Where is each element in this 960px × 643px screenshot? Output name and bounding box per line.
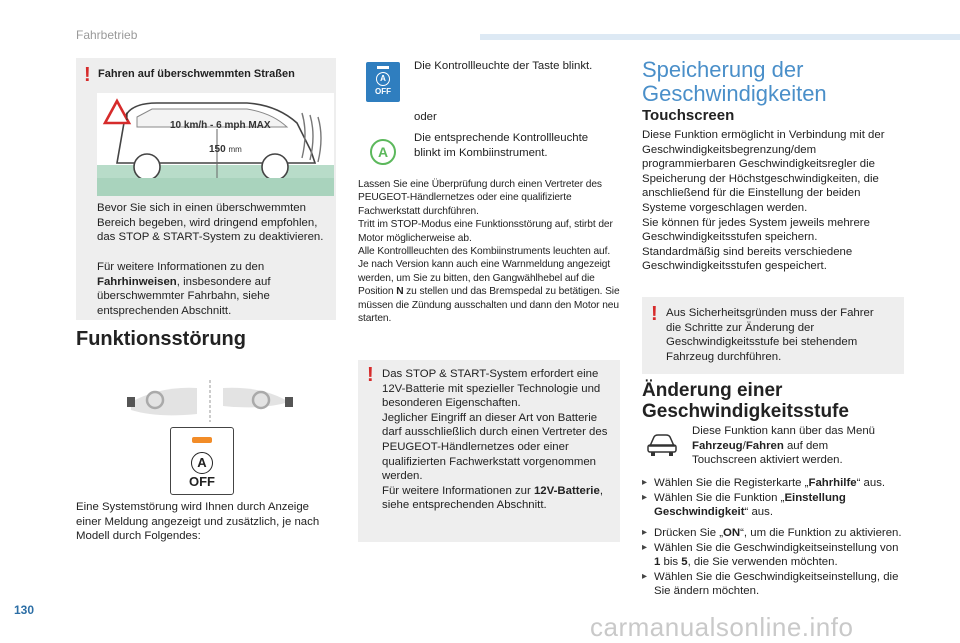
step-b2-bold2: 5 [681, 556, 688, 569]
auto-a-icon: A [376, 72, 390, 86]
flood-text-2-bold: Fahrhinweisen [97, 275, 177, 288]
step-a2-bold: Einstellung Geschwindigkeit [654, 491, 846, 519]
step-a1-pre: Wählen Sie die Registerkarte „ [654, 477, 809, 489]
warning-icon: ! [367, 364, 374, 386]
arrow-bullet-icon: ▸ [642, 477, 648, 488]
step-b2-mid: bis [660, 556, 682, 569]
list-item [642, 541, 904, 570]
step-a1-post: “ aus. [856, 477, 886, 489]
flood-warning-title: Fahren auf überschwemmten Straßen [98, 68, 295, 80]
battery-text-3 [382, 484, 616, 513]
battery-text-3-pre: Für weitere Informationen zur [382, 484, 534, 497]
arrow-bullet-icon: ▸ [642, 541, 648, 553]
lamp-text: Die entsprechende Kontrollleuchte blinkt im Kombiinstrument. [414, 132, 589, 159]
battery-text-1: Das STOP & START-System erfordert eine 12V-Batterie mit spezieller Technologie und besonderen Eigenschaften. [382, 368, 601, 410]
list-item [642, 526, 904, 541]
check-text-3-post: zu stellen und das Bremspedal zu betätigen. Sie müssen die Zündung ausschalten und dann den Motor neu starten. [358, 286, 620, 325]
step-b2-bold: 1 [654, 556, 661, 569]
memory-heading-line2: Geschwindigkeiten [642, 81, 827, 106]
safety-text: Aus Sicherheitsgründen muss der Fahrer die Schritte zur Änderung der Geschwindigkeitsstufe bei stehendem Fahrzeug durchführen. [666, 307, 874, 363]
speed-limit-label: 10 km/h - 6 mph MAX [170, 120, 271, 131]
memory-intro [642, 128, 904, 274]
step-a1-bold: Fahrhilfe [808, 477, 857, 489]
step-b1-pre: Drücken Sie „ [654, 527, 724, 539]
svg-text:!: ! [125, 111, 129, 123]
steps-b [642, 526, 904, 599]
warning-icon: ! [651, 303, 658, 325]
memory-intro-3: Standardmäßig sind bereits verschiedene Geschwindigkeitsstufen gespeichert. [642, 245, 853, 273]
steps-a [642, 476, 904, 520]
check-text-3-bold: N [396, 286, 404, 298]
touchscreen-subheading: Touchscreen [642, 107, 735, 124]
check-text-3 [358, 245, 622, 325]
or-text: oder [414, 111, 437, 123]
water-depth-unit: mm [228, 145, 242, 154]
water-depth-label [209, 144, 242, 155]
list-item [642, 476, 904, 491]
flood-text-1: Bevor Sie sich in einen überschwemmten Bereich begeben, wird dringend empfohlen, das STOP & START-System zu deaktivieren. [97, 202, 324, 244]
change-heading-line2: Geschwindigkeitsstufe [642, 401, 849, 422]
battery-text [382, 367, 616, 513]
check-text-3-pre: Alle Kontrollleuchten des Kombiinstruments leuchten auf. Je nach Version kann auch eine Warnmeldung angezeigt werden, um Sie zu bitten, den Gangwählhebel auf die Position [358, 246, 611, 298]
step-b2-post: , die Sie verwenden möchten. [687, 556, 838, 569]
button-indicator-lamp [377, 66, 389, 69]
off-button-small [366, 62, 400, 102]
step-b3-pre: Wählen Sie die Geschwindigkeitseinstellung, die Sie ändern möchten. [654, 570, 899, 598]
flood-text-2-pre: Für weitere Informationen zu den [97, 261, 265, 273]
warning-icon: ! [84, 64, 91, 86]
watermark: carmanualsonline.info [590, 612, 854, 642]
arrow-bullet-icon: ▸ [642, 570, 648, 582]
battery-text-2: Jeglicher Eingriff an dieser Art von Batterie darf ausschließlich durch einen Vertreter des PEUGEOT-Händlernetzes oder einer qualifizierten Fachwerkstatt vorgenommen werden. [382, 411, 608, 483]
memory-heading [642, 58, 827, 106]
memory-intro-1: Diese Funktion ermöglicht in Verbindung mit der Geschwindigkeitsbegrenzung/dem programmierbaren Geschwindigkeitsregler die Speicherung der Höchstgeschwindigkeiten, die anschließend für die Einstellung der beiden Systeme vorgeschlagen werden. [642, 129, 885, 214]
arrow-bullet-icon: ▸ [642, 527, 648, 538]
check-text-2: Tritt im STOP-Modus eine Funktionsstörung auf, stirbt der Motor möglicherweise ab. [358, 219, 613, 244]
menu-text [692, 424, 892, 468]
car-icon [646, 432, 678, 458]
menu-text-post: auf dem Touchscreen aktiviert werden. [692, 439, 843, 467]
menu-text-bold2: Fahren [745, 439, 784, 452]
button-off-label: OFF [189, 474, 215, 489]
check-text-1: Lassen Sie eine Überprüfung durch einen Vertreter des PEUGEOT-Händlernetzes oder eine qualifizierte Fachwerkstatt durchführen. [358, 179, 602, 217]
memory-heading-line1: Speicherung der [642, 57, 804, 82]
fault-text: Eine Systemstörung wird Ihnen durch Anzeige einer Meldung angezeigt und zusätzlich, je nach Modell durch Folgendes: [76, 501, 320, 543]
step-b1-post: “, um die Funktion zu aktivieren. [740, 527, 902, 539]
stop-start-button [170, 427, 234, 495]
button-off-label: OFF [375, 87, 391, 96]
change-heading-line1: Änderung einer [642, 380, 783, 401]
button-indicator-lamp [192, 437, 212, 443]
change-heading [642, 380, 849, 422]
header-bar [480, 34, 960, 40]
blink-text: Die Kontrollleuchte der Taste blinkt. [414, 60, 593, 72]
water-depth-value: 150 [209, 144, 226, 155]
menu-text-pre: Diese Funktion kann über das Menü [692, 425, 875, 437]
step-a2-post: “ aus. [744, 506, 774, 519]
green-lamp-icon: A [370, 139, 396, 165]
step-a2-pre: Wählen Sie die Funktion „ [654, 491, 785, 504]
step-b1-bold: ON [723, 527, 741, 539]
memory-intro-2: Sie können für jedes System jeweils mehrere Geschwindigkeitsstufen speichern. [642, 216, 870, 244]
arrow-bullet-icon: ▸ [642, 491, 648, 503]
page-number: 130 [14, 603, 35, 617]
check-text [358, 178, 622, 325]
fault-heading: Funktionsstörung [76, 328, 246, 350]
list-item [642, 570, 904, 599]
battery-text-3-post: , siehe entsprechenden Abschnitt. [382, 484, 603, 512]
auto-a-icon: A [191, 452, 213, 474]
step-b2-pre: Wählen Sie die Geschwindigkeitseinstellung von [654, 541, 899, 554]
flood-text-2-post: , insbesondere auf überschwemmter Fahrbahn, siehe entsprechenden Abschnitt. [97, 275, 271, 317]
section-title: Fahrbetrieb [76, 28, 138, 42]
steering-illustration [125, 380, 295, 422]
battery-text-3-bold: 12V-Batterie [533, 484, 600, 497]
menu-text-sep: / [742, 439, 746, 452]
menu-text-bold1: Fahrzeug [692, 439, 743, 452]
flood-text-2 [97, 260, 332, 318]
list-item [642, 491, 904, 520]
